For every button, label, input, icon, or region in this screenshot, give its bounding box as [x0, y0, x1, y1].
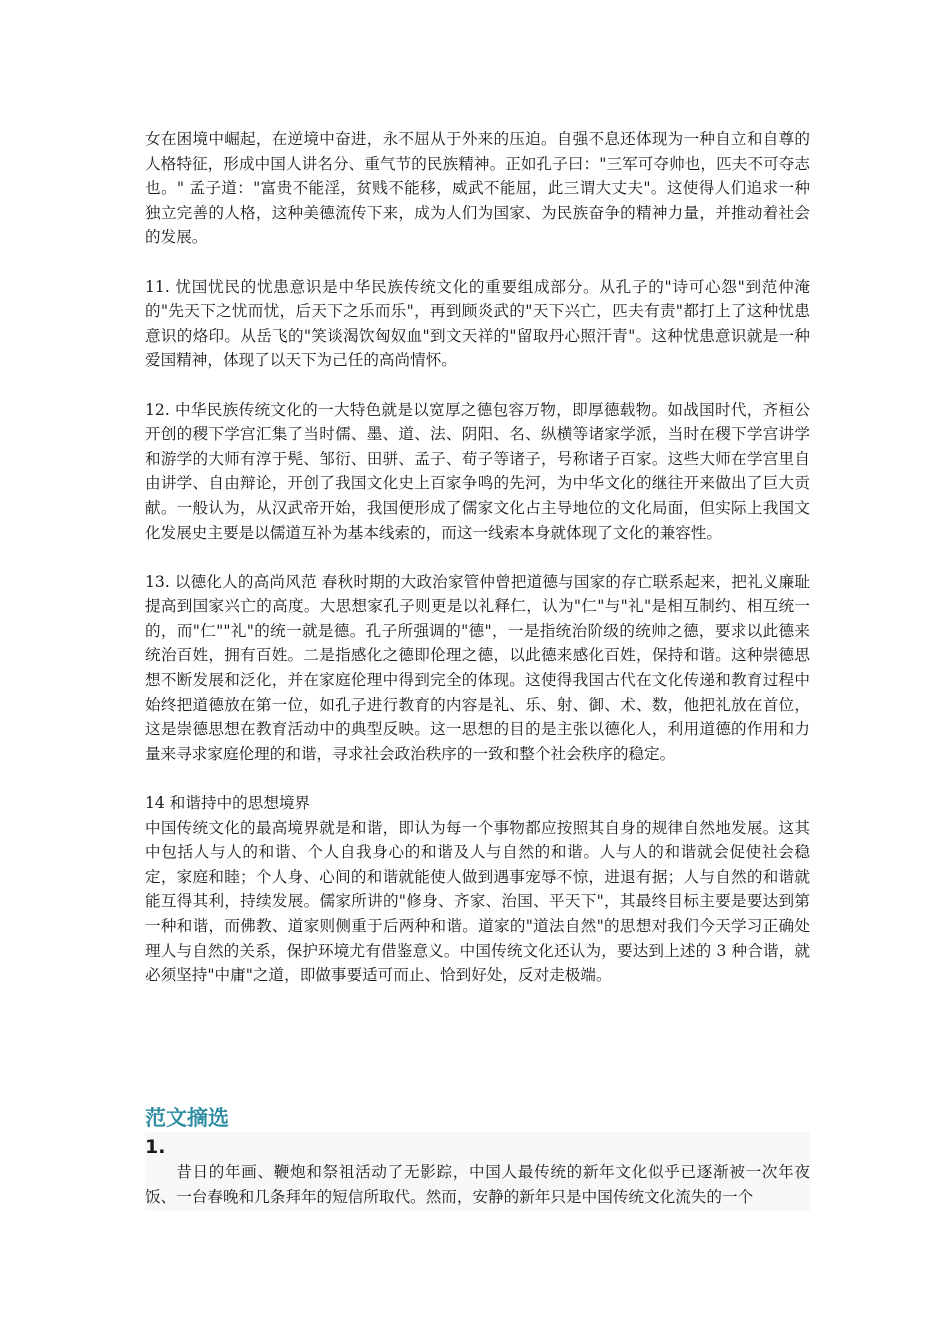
paragraph-12: 12. 中华民族传统文化的一大特色就是以宽厚之德包容万物，即厚德载物。如战国时代，齐桓公开创的稷下学宫汇集了当时儒、墨、道、法、阴阳、名、纵横等诸家学派，当时在稷下学宫讲学和游学的大师有淳于髡、邹衍、田骈、孟子、荀子等诸子，号称诸子百家。这些大师在学宫里自由讲学、自由辩论，开创了我国文化史上百家争鸣的先河，为中华文化的继往开来做出了巨大贡献。一般认为，从汉武帝开始，我国便形成了儒家文化占主导地位的文化局面，但实际上我国文化发展史主要是以儒道互补为基本线索的，而这一线索本身就体现了文化的兼容性。 — [145, 400, 810, 542]
paragraph-11: 11. 忧国忧民的忧患意识是中华民族传统文化的重要组成部分。从孔子的"诗可心怨"到范仲淹的"先天下之忧而忧，后天下之乐而乐"，再到顾炎武的"天下兴亡，匹夫有责"都打上了这种忧患意识的烙印。从岳飞的"笑谈渴饮匈奴血"到文天祥的"留取丹心照汗青"。这种忧患意识就是一种爱国精神，体现了以天下为己任的高尚情怀。 — [145, 277, 810, 370]
example-essay-block — [145, 1132, 810, 1211]
paragraph-14-title: 14 和谐持中的思想境界 — [145, 794, 311, 813]
example-text: 昔日的年画、鞭炮和祭祖活动了无影踪，中国人最传统的新年文化似乎已逐渐被一次年夜饭、一台春晚和几条拜年的短信所取代。然而，安静的新年只是中国传统文化流失的一个 — [145, 1163, 810, 1207]
paragraph-14: 中国传统文化的最高境界就是和谐，即认为每一个事物都应按照其自身的规律自然地发展。这其中包括人与人的和谐、个人自我身心的和谐及人与自然的和谐。人与人的和谐就会促使社会稳定，家庭和睦；个人身、心间的和谐就能使人做到遇事宠辱不惊，进退有据；人与自然的和谐就能互得其利，持续发展。儒家所讲的"修身、齐家、治国、平天下"，其最终目标主要是要达到第一种和谐，而佛教、道家则侧重于后两种和谐。道家的"道法自然"的思想对我们今天学习正确处理人与自然的关系，保护环境尤有借鉴意义。中国传统文化还认为，要达到上述的 3 种合谐，就必须坚持"中庸"之道，即做事要适可而止、恰到好处，反对走极端。 — [145, 818, 810, 985]
paragraph-spacer — [145, 250, 810, 275]
paragraph-13: 13. 以德化人的高尚风范 春秋时期的大政治家管仲曾把道德与国家的存亡联系起来，把礼义廉耻提高到国家兴亡的高度。大思想家孔子则更是以礼释仁，认为"仁"与"礼"是相互制约、相互统一的，而"仁""礼"的统一就是德。孔子所强调的"德"，一是指统治阶级的统帅之德，要求以此德来统治百姓，拥有百姓。二是指感化之德即伦理之德，以此德来感化百姓，保持和谐。这种崇德思想不断发展和泛化，并在家庭伦理中得到完全的体现。这使得我国古代在文化传递和教育过程中始终把道德放在第一位，如孔子进行教育的内容是礼、乐、射、御、术、数，他把礼放在首位，这是崇德思想在教育活动中的典型反映。这一思想的目的是主张以德化人，利用道德的作用和力量来寻求家庭伦理的和谐，寻求社会政治秩序的一致和整个社会秩序的稳定。 — [145, 572, 810, 763]
paragraph-spacer — [145, 545, 810, 570]
example-section-heading: 范文摘选 — [145, 1106, 229, 1130]
paragraph-spacer — [145, 373, 810, 398]
example-number: 1. — [145, 1136, 166, 1158]
document-body — [145, 127, 810, 988]
paragraph-10-continued: 女在困境中崛起，在逆境中奋进，永不屈从于外来的压迫。自强不息还体现为一种自立和自尊的人格特征，形成中国人讲名分、重气节的民族精神。正如孔子曰："三军可夺帅也，匹夫不可夺志也。" 孟子道："富贵不能淫，贫贱不能移，威武不能屈，此三谓大丈夫"。这使得人们追求一种独立完善的人格，这种美德流传下来，成为人们为国家、为民族奋争的精神力量，并推动着社会的发展。 — [145, 130, 810, 247]
paragraph-spacer — [145, 766, 810, 791]
